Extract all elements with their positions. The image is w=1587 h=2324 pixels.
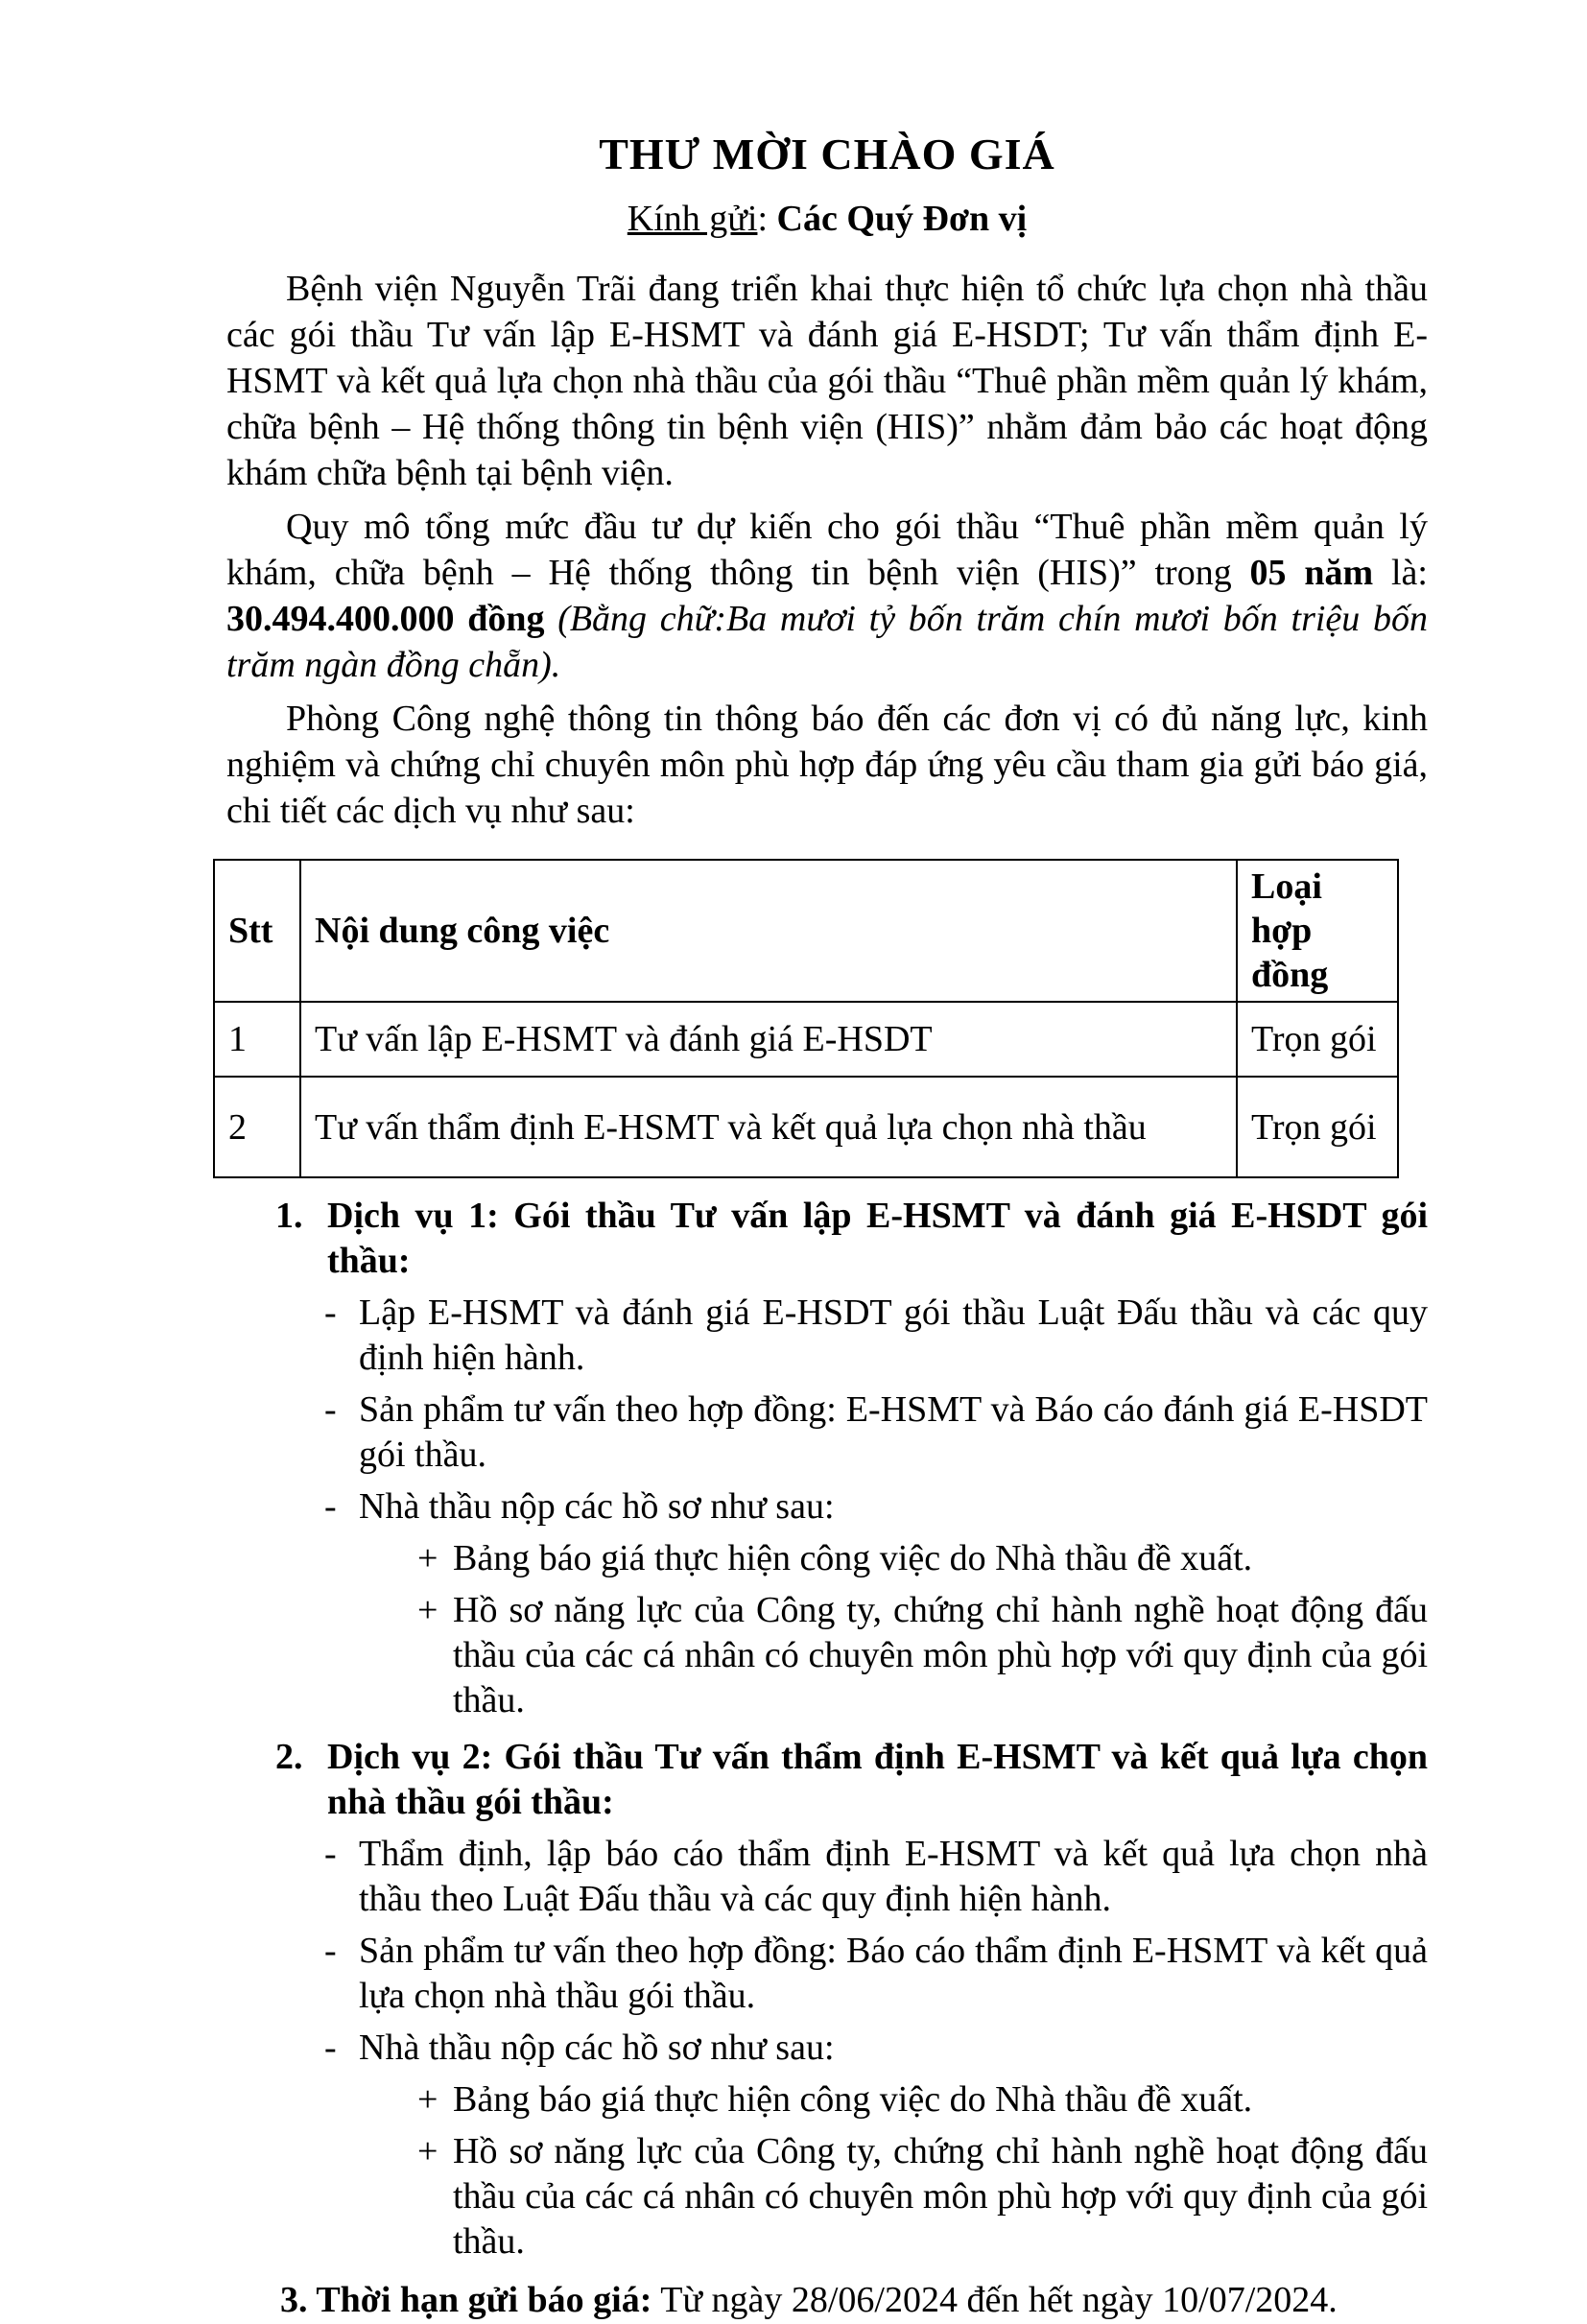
service-2-heading-text: Dịch vụ 2: Gói thầu Tư vấn thẩm định E-HSMT và kết quả lựa chọn nhà thầu gói thầu: [327,1737,1428,1822]
service-1-number: 1. [275,1196,303,1236]
sub-list-item-text: Hồ sơ năng lực của Công ty, chứng chỉ hành nghề hoạt động đấu thầu của các cá nhân có chuyên môn phù hợp với quy định của gói thầu. [453,2131,1428,2262]
page-title: THƯ MỜI CHÀO GIÁ [599,130,1055,178]
paragraph-budget [226,504,1428,688]
table-header-contract-type: Loại hợp đồng [1237,860,1398,1002]
service-2-number: 2. [275,1737,303,1777]
list-item [324,2026,1428,2071]
salutation-greeting: Kính gửi [627,199,758,239]
table-cell-content: Tư vấn lập E-HSMT và đánh giá E-HSDT [300,1002,1237,1077]
sub-list-item [417,1536,1428,1581]
list-item [324,1929,1428,2019]
budget-amount-words: (Bằng chữ:Ba mươi tỷ bốn trăm chín mươi bốn triệu bốn trăm ngàn đồng chẵn). [226,599,1428,685]
table-row [214,1002,1398,1077]
list-item [324,1484,1428,1530]
table-cell-contract-type: Trọn gói [1237,1002,1398,1077]
table-header-row [214,860,1398,1002]
budget-text: Quy mô tổng mức đầu tư dự kiến cho gói thầu “Thuê phần mềm quản lý khám, chữa bệnh – Hệ thống thông tin bệnh viện (HIS)” trong [226,507,1428,593]
dash-marker: - [324,1389,337,1430]
list-item-text: Thẩm định, lập báo cáo thẩm định E-HSMT và kết quả lựa chọn nhà thầu theo Luật Đấu thầu và các quy định hiện hành. [359,1834,1428,1919]
sub-list-item [417,2077,1428,2122]
list-item-text: Lập E-HSMT và đánh giá E-HSDT gói thầu Luật Đấu thầu và các quy định hiện hành. [359,1292,1428,1378]
list-item-text: Nhà thầu nộp các hồ sơ như sau: [359,1486,835,1527]
sub-list-item [417,1588,1428,1723]
paragraph-intro: Bệnh viện Nguyễn Trãi đang triển khai thực hiện tổ chức lựa chọn nhà thầu các gói thầu Tư vấn lập E-HSMT và đánh giá E-HSDT; Tư vấn thẩm định E-HSMT và kết quả lựa chọn nhà thầu của gói thầu “Thuê phần mềm quản lý khám, chữa bệnh – Hệ thống thông tin bệnh viện (HIS)” nhằm đảm bảo các hoạt động khám chữa bệnh tại bệnh viện. [226,269,1428,493]
plus-marker: + [417,2079,438,2120]
table-row [214,1077,1398,1177]
list-item [324,1291,1428,1381]
services-table [213,859,1399,1178]
service-1-heading-text: Dịch vụ 1: Gói thầu Tư vấn lập E-HSMT và đánh giá E-HSDT gói thầu: [327,1196,1428,1281]
plus-marker: + [417,1590,438,1630]
paragraph-announcement: Phòng Công nghệ thông tin thông báo đến các đơn vị có đủ năng lực, kinh nghiệm và chứng chỉ chuyên môn phù hợp đáp ứng yêu cầu tham gia gửi báo giá, chi tiết các dịch vụ như sau: [226,699,1428,831]
deadline-label: 3. Thời hạn gửi báo giá: [280,2280,652,2320]
table-cell-contract-type: Trọn gói [1237,1077,1398,1177]
table-cell-stt: 1 [214,1002,300,1077]
plus-marker: + [417,1538,438,1578]
budget-amount: 30.494.400.000 đồng [226,599,545,639]
sub-list-item-text: Bảng báo giá thực hiện công việc do Nhà thầu đề xuất. [453,1538,1253,1578]
salutation-colon: : [757,199,777,239]
list-item [324,1387,1428,1478]
dash-marker: - [324,2028,337,2068]
budget-text-2: là: [1373,553,1428,593]
deadline-line [280,2276,1428,2324]
dash-marker: - [324,1931,337,1971]
dash-marker: - [324,1292,337,1333]
dash-marker: - [324,1834,337,1874]
salutation-line [226,195,1428,243]
dash-marker: - [324,1486,337,1527]
salutation-recipient: Các Quý Đơn vị [776,199,1028,239]
table-cell-content: Tư vấn thẩm định E-HSMT và kết quả lựa chọn nhà thầu [300,1077,1237,1177]
table-header-content: Nội dung công việc [300,860,1237,1002]
list-item [324,1832,1428,1922]
plus-marker: + [417,2131,438,2171]
table-header-stt: Stt [214,860,300,1002]
list-item-text: Sản phẩm tư vấn theo hợp đồng: E-HSMT và Báo cáo đánh giá E-HSDT gói thầu. [359,1389,1428,1475]
budget-duration: 05 năm [1249,553,1374,593]
service-1-heading [275,1194,1428,1284]
deadline-dates: Từ ngày 28/06/2024 đến hết ngày 10/07/2024. [651,2280,1338,2320]
services-list [226,1194,1428,2324]
service-2-heading [275,1735,1428,1825]
list-item-text: Sản phẩm tư vấn theo hợp đồng: Báo cáo thẩm định E-HSMT và kết quả lựa chọn nhà thầu gói thầu. [359,1931,1428,2016]
table-cell-stt: 2 [214,1077,300,1177]
sub-list-item-text: Hồ sơ năng lực của Công ty, chứng chỉ hành nghề hoạt động đấu thầu của các cá nhân có chuyên môn phù hợp với quy định của gói thầu. [453,1590,1428,1720]
list-item-text: Nhà thầu nộp các hồ sơ như sau: [359,2028,835,2068]
sub-list-item-text: Bảng báo giá thực hiện công việc do Nhà thầu đề xuất. [453,2079,1253,2120]
